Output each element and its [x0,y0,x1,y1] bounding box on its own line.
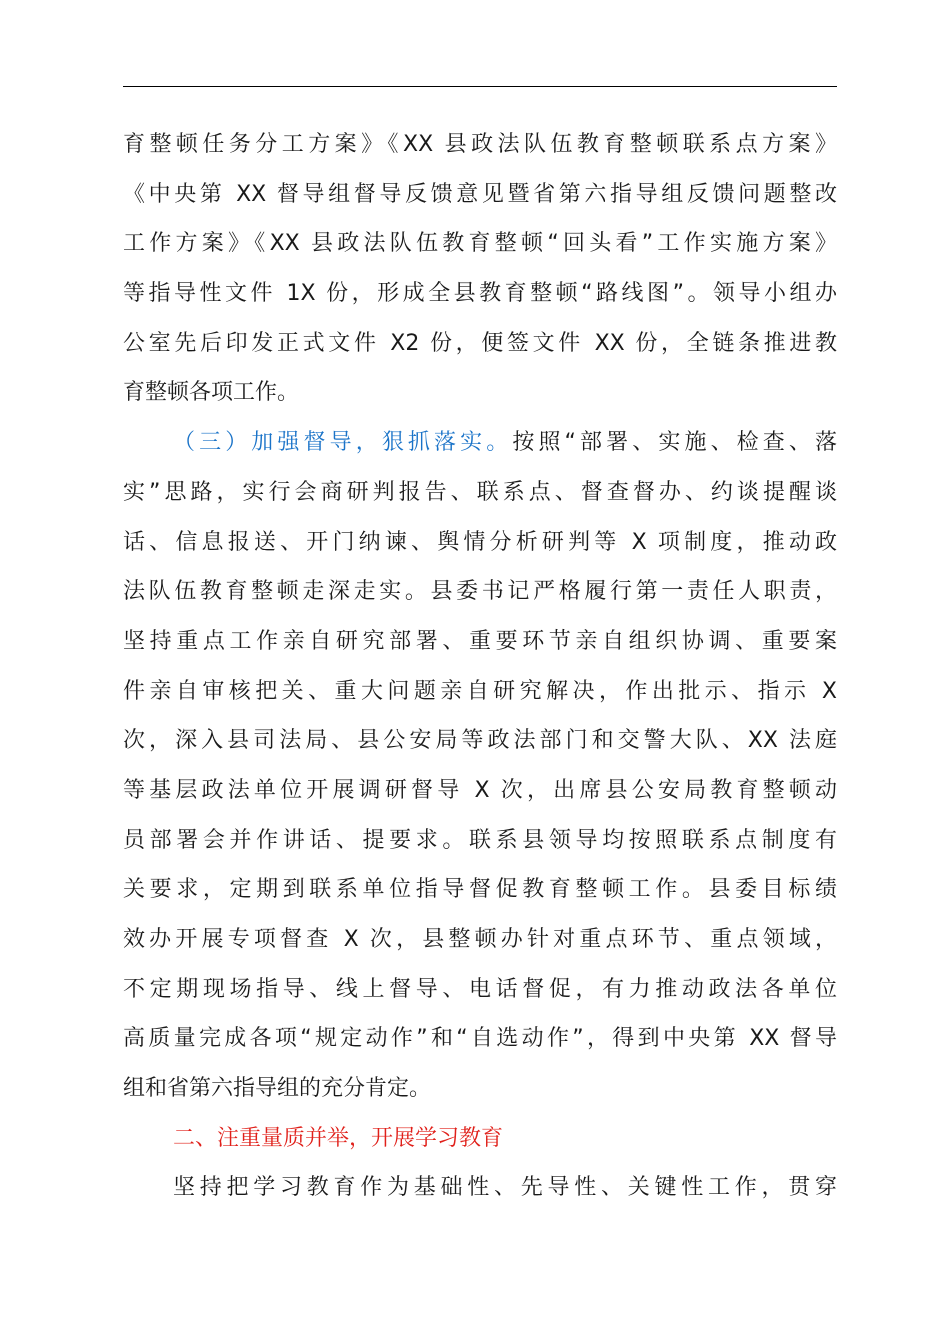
text-line: 不定期现场指导、线上督导、电话督促，有力推动政法各单位 [123,976,837,1002]
text-line: 等指导性文件 1X 份，形成全县教育整顿“路线图”。领导小组办 [123,281,837,307]
subheading-3: （三）加强督导，狠抓落实。 [173,430,513,456]
header-rule [123,86,837,87]
paragraph-subheading-line [123,418,837,468]
text-line: 育整顿各项工作。 [123,380,300,406]
text-line: 关要求，定期到联系单位指导督促教育整顿工作。县委目标绩 [123,877,837,903]
text-line: 坚持重点工作亲自研究部署、重要环节亲自组织协调、重要案 [123,628,837,654]
text-line: 等基层政法单位开展调研督导 X 次，出席县公安局教育整顿动 [123,777,837,803]
text-line: 话、信息报送、开门纳谏、舆情分析研判等 X 项制度，推动政 [123,529,837,555]
text-line: 育整顿任务分工方案》《XX 县政法队伍教育整顿联系点方案》 [123,132,837,157]
text-line: 高质量完成各项“规定动作”和“自选动作”，得到中央第 XX 督导 [123,1026,837,1052]
text-line: 实”思路，实行会商研判报告、联系点、督查督办、约谈提醒谈 [123,479,837,505]
text-line: 员部署会并作讲话、提要求。联系县领导均按照联系点制度有 [123,827,837,853]
text-line: 件亲自审核把关、重大问题亲自研究解决，作出批示、指示 X [123,678,837,704]
text-line: 组和省第六指导组的充分肯定。 [123,1076,432,1102]
section-heading-2: 二、注重量质并举，开展学习教育 [173,1125,504,1151]
text-line: 坚持把学习教育作为基础性、先导性、关键性工作，贯穿 [173,1175,837,1201]
text-line: 效办开展专项督查 X 次，县整顿办针对重点环节、重点领域， [123,927,837,952]
text-line: 公室先后印发正式文件 X2 份，便签文件 XX 份，全链条推进教 [123,330,837,356]
text-line: 法队伍教育整顿走深走实。县委书记严格履行第一责任人职责， [123,579,837,605]
document-body [123,120,837,1213]
text-line: 次，深入县司法局、县公安局等政法部门和交警大队、XX 法庭 [123,728,837,754]
text-line: 《中央第 XX 督导组督导反馈意见暨省第六指导组反馈问题整改 [123,181,837,207]
text-line: 工作方案》《XX 县政法队伍教育整顿“回头看”工作实施方案》 [123,231,837,257]
text-line: 按照“部署、实施、检查、落 [512,430,837,456]
